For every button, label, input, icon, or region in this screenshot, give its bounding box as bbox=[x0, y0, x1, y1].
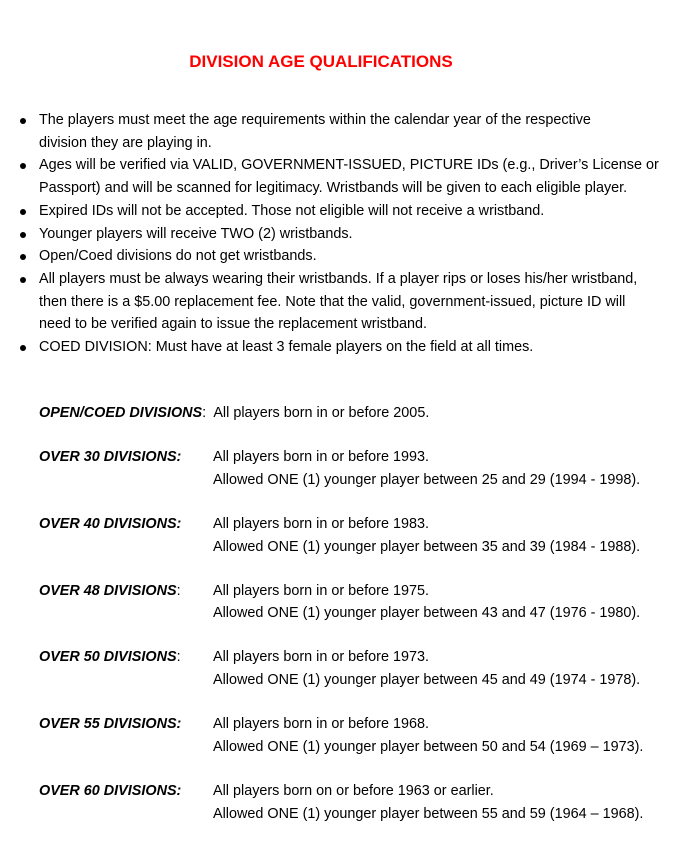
division-name: OVER 60 DIVISIONS: bbox=[39, 783, 182, 800]
division-name: OVER 50 DIVISIONS: bbox=[39, 649, 181, 666]
division-over-60 bbox=[39, 780, 690, 825]
division-requirement bbox=[213, 780, 690, 825]
division-over-50 bbox=[39, 646, 690, 691]
list-item-line: COED DIVISION: Must have at least 3 female players on the field at all times. bbox=[39, 339, 534, 356]
division-born-rule: All players born in or before 1975. bbox=[213, 582, 429, 599]
division-younger-rule: Allowed ONE (1) younger player between 55 and 59 (1964 – 1968). bbox=[213, 805, 644, 822]
list-item-line: Passport) and will be scanned for legitimacy. Wristbands will be given to each eligible player. bbox=[39, 180, 628, 197]
division-requirement bbox=[213, 580, 690, 625]
division-younger-rule: Allowed ONE (1) younger player between 45 and 49 (1974 - 1978). bbox=[213, 672, 641, 689]
division-born-rule: All players born in or before 1993. bbox=[213, 449, 429, 466]
list-item-line: division they are playing in. bbox=[39, 134, 212, 151]
division-name: OVER 40 DIVISIONS: bbox=[39, 515, 182, 532]
list-item-line: The players must meet the age requirements within the calendar year of the respective bbox=[39, 112, 591, 128]
division-born-rule: All players born in or before 1983. bbox=[213, 515, 429, 532]
division-requirement bbox=[213, 646, 690, 691]
list-item-line: All players must be always wearing their wristbands. If a player rips or loses his/her wristband, bbox=[39, 270, 638, 287]
list-item bbox=[0, 154, 690, 199]
list-item-line: need to be verified again to issue the replacement wristband. bbox=[39, 316, 427, 333]
division-over-30 bbox=[39, 446, 690, 491]
list-item-line: then there is a $5.00 replacement fee. Note that the valid, government-issued, picture ID will bbox=[39, 293, 626, 310]
list-item-line: Open/Coed divisions do not get wristbands. bbox=[39, 248, 317, 265]
division-name: OVER 55 DIVISIONS: bbox=[39, 716, 182, 733]
bullet-icon bbox=[20, 118, 26, 124]
list-item-line: Ages will be verified via VALID, GOVERNMENT-ISSUED, PICTURE IDs (e.g., Driver’s License or bbox=[39, 157, 659, 174]
list-item bbox=[0, 223, 690, 246]
division-younger-rule: Allowed ONE (1) younger player between 35 and 39 (1984 - 1988). bbox=[213, 538, 641, 555]
list-item bbox=[0, 268, 690, 336]
divisions-list bbox=[39, 402, 690, 847]
bullet-icon bbox=[20, 254, 26, 260]
bullet-icon bbox=[20, 345, 26, 351]
division-born-rule: All players born in or before 1968. bbox=[213, 716, 429, 733]
list-item-line: Younger players will receive TWO (2) wristbands. bbox=[39, 225, 353, 242]
division-requirement bbox=[213, 713, 690, 758]
list-item-line: Expired IDs will not be accepted. Those not eligible will not receive a wristband. bbox=[39, 202, 545, 219]
division-born-rule: All players born in or before 1973. bbox=[213, 649, 429, 666]
division-born-rule: All players born on or before 1963 or earlier. bbox=[213, 783, 494, 800]
list-item bbox=[0, 245, 690, 268]
bullet-icon bbox=[20, 277, 26, 283]
list-item bbox=[0, 200, 690, 223]
list-item bbox=[0, 109, 690, 154]
division-younger-rule: Allowed ONE (1) younger player between 43 and 47 (1976 - 1980). bbox=[213, 605, 641, 622]
division-over-55 bbox=[39, 713, 690, 758]
division-requirement bbox=[213, 513, 690, 558]
division-open-coed bbox=[39, 402, 690, 425]
division-name: OPEN/COED DIVISIONS: bbox=[39, 405, 207, 421]
division-over-40 bbox=[39, 513, 690, 558]
bullet-icon bbox=[20, 209, 26, 215]
division-over-48 bbox=[39, 580, 690, 625]
bullet-icon bbox=[20, 232, 26, 238]
division-name: OVER 30 DIVISIONS: bbox=[39, 449, 182, 466]
division-requirement bbox=[213, 446, 690, 491]
bullet-icon bbox=[20, 163, 26, 169]
division-younger-rule: Allowed ONE (1) younger player between 25 and 29 (1994 - 1998). bbox=[213, 471, 641, 488]
division-name: OVER 48 DIVISIONS: bbox=[39, 582, 181, 599]
division-younger-rule: Allowed ONE (1) younger player between 50 and 54 (1969 – 1973). bbox=[213, 738, 644, 755]
rules-list bbox=[0, 109, 690, 359]
page-title: DIVISION AGE QUALIFICATIONS bbox=[189, 52, 453, 71]
division-requirement: All players born in or before 2005. bbox=[213, 405, 430, 421]
list-item bbox=[0, 336, 690, 359]
